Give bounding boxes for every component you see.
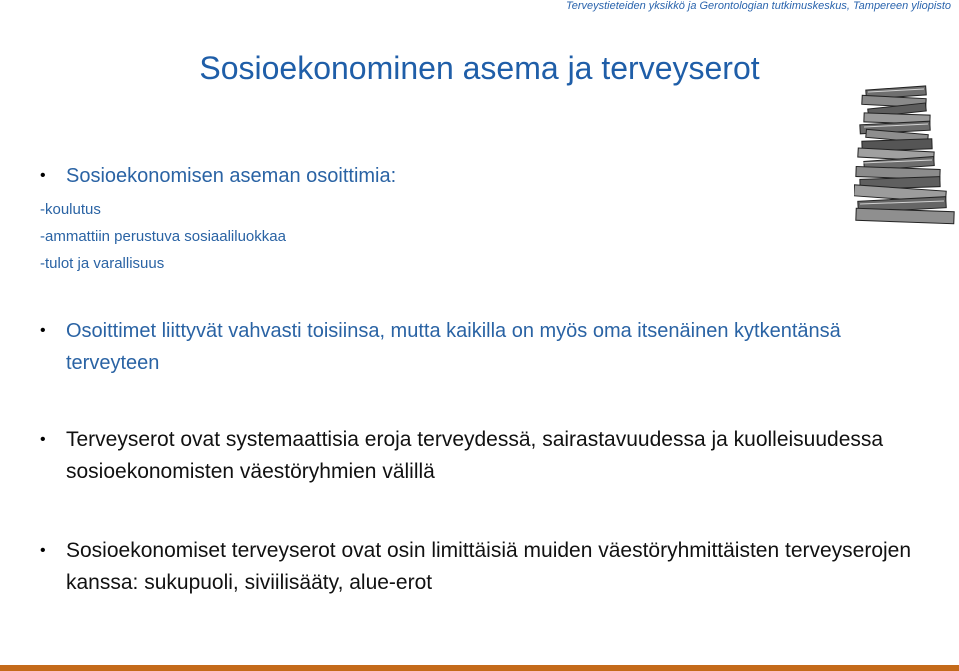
bullet-text: Terveyserot ovat systemaattisia eroja terveydessä, sairastavuudessa ja kuolleisuudessa sosioekonomisten väestöryhmien välillä <box>66 428 884 483</box>
bullet-item <box>40 424 920 488</box>
slide-title: Sosioekonominen asema ja terveyserot <box>199 50 760 86</box>
bullet-icon: • <box>40 431 46 448</box>
footer-bar <box>0 665 959 671</box>
header-text: Terveystieteiden yksikkö ja Gerontologian tutkimuskeskus, Tampereen yliopisto <box>566 0 951 12</box>
bullet-icon: • <box>40 322 46 339</box>
indicator-item: -tulot ja varallisuus <box>40 255 165 272</box>
bullet-text: Sosioekonomisen aseman osoittimia: <box>66 165 397 187</box>
bullet-icon: • <box>40 542 46 559</box>
bullet-text: Osoittimet liittyvät vahvasti toisiinsa, mutta kaikilla on myös oma itsenäinen kytkentänsä terveyteen <box>66 320 841 374</box>
bullet-icon: • <box>40 167 46 184</box>
indicator-item: -koulutus <box>40 201 101 218</box>
indicator-list <box>40 196 286 277</box>
bullet-item <box>40 160 920 192</box>
bullet-item <box>40 535 920 599</box>
bullet-item <box>40 315 920 379</box>
bullet-text: Sosioekonomiset terveyserot ovat osin limittäisiä muiden väestöryhmittäisten terveyserojen kanssa: sukupuoli, siviilisääty, alue-erot <box>66 539 912 594</box>
indicator-item: -ammattiin perustuva sosiaaliluokkaa <box>40 228 286 245</box>
book-stack-icon <box>854 80 959 230</box>
